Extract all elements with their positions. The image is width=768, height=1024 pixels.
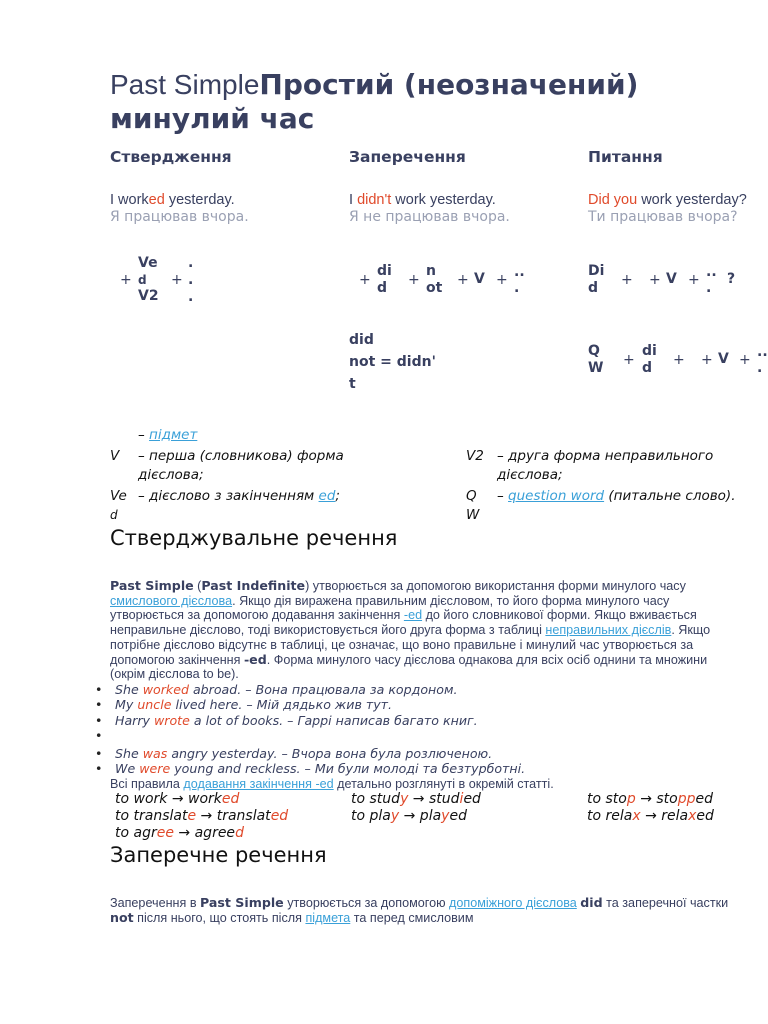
legend-text: (питальне слово). [604,488,736,504]
example-text: I [349,192,358,208]
main-verb-link[interactable]: смислового дієслова [110,593,233,608]
symbol-text: ot [426,280,443,296]
example-highlight: uncle [137,697,172,713]
list-item [115,682,478,697]
example-text: lived here. – Мій дядько жив тут. [171,697,392,713]
subject-link[interactable]: підмета [305,910,351,925]
verb-text: → rela [640,808,689,824]
example-text: My [115,697,138,713]
example-text: She [115,682,143,697]
symbol-text: Q [588,343,600,359]
list-item [115,713,478,728]
verb-highlight: pp [677,791,696,807]
period: . [188,255,194,271]
verb-highlight: e [187,808,197,824]
plus-sign: + [623,352,635,368]
verb-text: to work → work [115,791,222,807]
list-item-empty [115,728,478,743]
example-highlight: was [142,746,168,761]
period: .. [514,264,525,280]
example-list-2 [110,746,525,777]
symbol-text: W [588,360,604,376]
translation-question: Ти працював вчора? [588,209,738,225]
plus-sign: + [457,272,469,288]
paragraph-text: Всі правила [110,777,184,791]
verb-text: to pla [351,808,391,824]
plus-sign: + [739,352,751,368]
paragraph-text: ) утворюється за допомогою використання форми минулого часу [305,579,686,593]
example-text: a lot of books. – Гаррі написав багато книг. [189,712,478,728]
example-question [588,192,747,208]
verb-text: to stud [351,791,401,807]
verb-highlight: x [632,808,641,824]
heading-question: Питання [588,148,663,166]
title-ukrainian: Простий (неозначений) минулий час [110,68,639,135]
symbol-text: d [377,280,388,296]
example-text: work yesterday. [391,192,496,208]
example-text: yesterday. [164,192,235,208]
subject-link[interactable]: підмет [149,427,198,443]
example-text: angry yesterday. – Вчора вона була розлюченою. [167,746,493,761]
legend-text: – дієслово з закінченням [138,488,319,504]
heading-affirmative: Ствердження [110,148,232,166]
paragraph-negative [110,896,730,925]
verb-text: → sto [635,791,678,807]
question-word-link[interactable]: question word [508,488,605,504]
verb-item [115,808,288,824]
example-text: work yesterday? [637,192,747,208]
example-highlight: Did you [588,192,638,208]
plus-sign: + [688,272,700,288]
legend-symbol: Q [466,488,477,504]
period: .. [757,344,768,360]
auxiliary-verb-link[interactable]: допоміжного дієслова [449,896,577,910]
symbol-text: not = didn' [349,354,436,370]
symbol-text: t [349,376,356,392]
legend-text: – [138,427,150,443]
example-highlight: ed [148,192,165,208]
legend-symbol: d [110,508,118,522]
period: . [706,280,712,296]
verb-text: to rela [587,808,633,824]
translation-affirmative: Я працював вчора. [110,209,249,225]
paragraph-text: . Якщо потрібне дієслово відсутнє в таблиці, це означає, що воно правильне і минулий час утворюється за допомогою закінчення [110,623,711,667]
title-english: Past Simple [110,69,260,100]
verb-item [115,791,239,807]
list-item [115,697,478,712]
symbol-text: di [377,263,392,279]
paragraph-text: Заперечення в [110,896,201,910]
verb-highlight: i [459,791,464,807]
legend-qw [497,487,747,506]
verb-highlight: ed [221,791,240,807]
example-highlight: wrote [154,712,190,728]
paragraph-text: ( [193,579,202,593]
paragraph-text: та перед смисловим [350,910,474,925]
ed-ending-link[interactable]: -ed [403,608,423,623]
symbol-v: V [474,271,485,287]
bold-term: Past Simple [110,578,194,593]
question-mark: ? [727,271,736,287]
example-highlight: didn't [357,192,392,208]
bold-term: did [580,895,603,910]
verb-highlight: y [441,808,450,824]
example-list-1 [110,682,478,744]
list-item [115,746,525,761]
example-negative [349,192,496,208]
bold-term: Past Indefinite [201,578,306,593]
verb-highlight: ed [270,808,289,824]
verb-item [115,825,244,841]
legend-subject [138,426,197,445]
legend-symbol: V [110,448,120,464]
paragraph-affirmative [110,579,730,682]
example-text: I work [110,192,149,208]
verb-text: ed [449,808,467,824]
verb-text: → pla [399,808,442,824]
period: . [757,360,763,376]
list-item [115,761,525,776]
legend-symbol: W [466,507,480,523]
legend-text: – [497,488,509,504]
plus-sign: + [701,352,713,368]
verb-highlight: p [626,791,636,807]
section-heading-affirmative: Стверджувальне речення [110,526,398,550]
paragraph-text: та заперечної частки [602,896,729,910]
symbol-text: n [426,263,436,279]
verb-text: ed [696,808,714,824]
example-text: abroad. – Вона працювала за кордоном. [188,682,458,697]
example-highlight: worked [142,682,189,697]
period: .. [706,264,717,280]
plus-sign: + [649,272,661,288]
section-heading-negative: Заперечне речення [110,843,327,867]
verb-text: ed [695,791,714,807]
bold-term: not [110,909,134,925]
translation-negative: Я не працював вчора. [349,209,510,225]
example-text: She [115,746,143,761]
verb-text: → translat [196,808,271,824]
bold-term: Past Simple [200,895,284,910]
verb-item [351,791,481,807]
verb-highlight: d [235,825,244,841]
paragraph-text: . Якщо дія виражена правильним дієсловом, то його форма минулого часу утворюється за допомогою додавання закінчення [110,593,670,623]
formula-v2: V2 [138,288,159,304]
symbol-text: d [588,280,599,296]
legend-text: – перша (словникова) форма дієслова; [138,448,344,483]
symbol-text: did [349,332,374,348]
verb-text: to translat [115,808,188,824]
verb-item [587,808,714,824]
symbol-text: Di [588,263,605,279]
example-text: Harry [115,712,154,728]
period: . [188,272,194,288]
formula-ved [138,255,158,271]
period: . [188,289,194,305]
example-text: young and reckless. – Ми були молоді та безтурботні. [170,761,526,777]
legend-symbol: Ve [110,488,127,504]
page-title [110,68,760,136]
plus-sign: + [120,272,132,288]
bold-term: -ed [243,651,267,667]
ed-link[interactable]: ed [318,488,336,504]
verb-highlight: y [400,791,409,807]
verb-text: → stud [408,791,460,807]
verb-text: → agree [173,825,236,841]
rules-note [110,777,730,792]
plus-sign: + [171,272,183,288]
heading-negative: Заперечення [349,148,466,166]
ed-rules-link[interactable]: додавання закінчення -ed [183,777,334,791]
paragraph-text: . Форма минулого часу дієслова однакова для всіх осіб однини та множини (окрім дієслова to be). [110,652,708,682]
legend-text: – друга форма неправильного дієслова; [497,448,714,483]
symbol-text: d [642,360,653,376]
plus-sign: + [408,272,420,288]
symbol-text: Ve [138,255,158,271]
symbol-text: di [642,343,657,359]
symbol-v: V [718,351,729,367]
example-affirmative [110,192,235,208]
legend-ved [138,487,340,506]
verb-text: ed [463,791,481,807]
verb-text: to sto [587,791,627,807]
legend-symbol: V2 [466,448,484,464]
verb-item [587,791,713,807]
symbol-v: V [666,271,677,287]
verb-highlight: y [390,808,400,824]
example-highlight: were [139,761,171,777]
paragraph-text: після нього, що стоять після [133,910,306,925]
plus-sign: + [359,272,371,288]
plus-sign: + [496,272,508,288]
period: . [514,280,520,296]
plus-sign: + [673,352,685,368]
verb-highlight: x [688,808,697,824]
paragraph-text: детально розглянуті в окремій статті. [333,777,554,791]
paragraph-text: утворюється за допомогою [283,896,450,910]
symbol-text: d [138,273,147,287]
paragraph-text: до його словникової форми. Якщо вживається неправильне дієслово, тоді використовується його друга форма з таблиці [110,608,697,638]
irregular-verbs-link[interactable]: неправильних дієслів [545,623,672,638]
example-text: We [115,761,140,777]
verb-highlight: ee [156,825,174,841]
verb-item [351,808,467,824]
legend-text: ; [335,488,340,504]
verb-text: to agr [115,825,157,841]
plus-sign: + [621,272,633,288]
